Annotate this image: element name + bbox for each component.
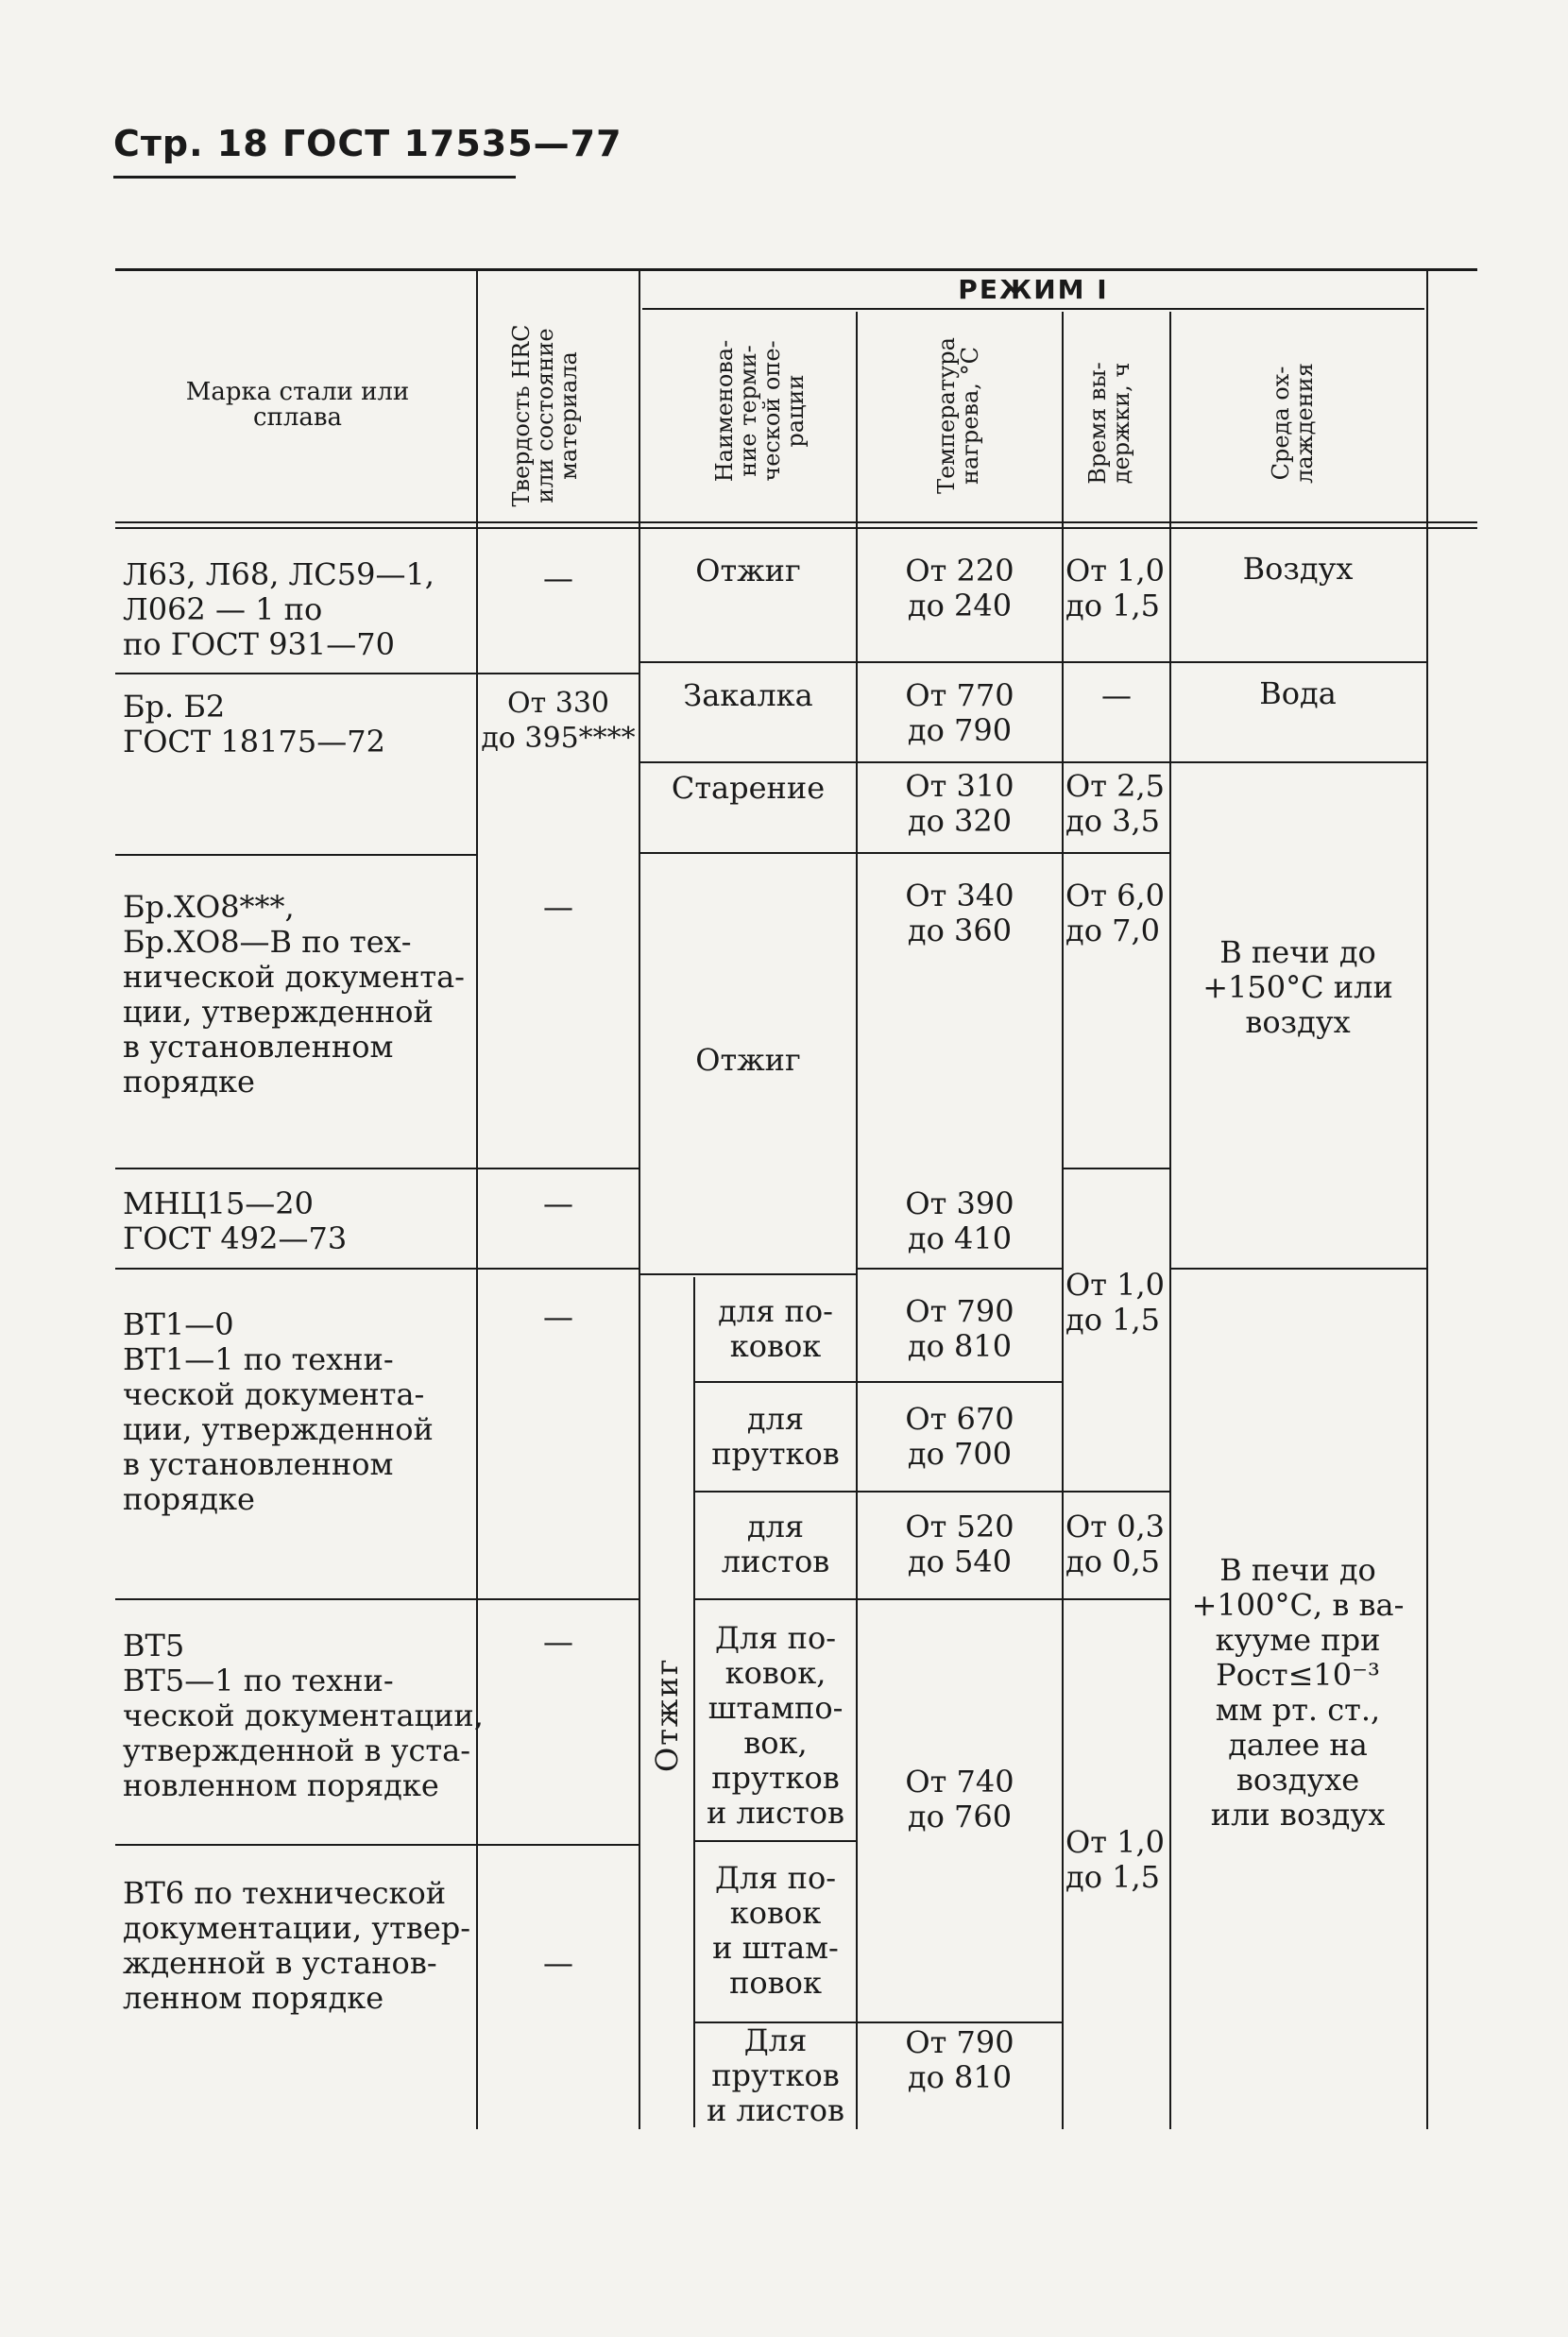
hold-time-cell: От 0,3 до 0,5	[1065, 1509, 1165, 1579]
material-cell: Л63, Л68, ЛС59—1, Л062 — 1 по по ГОСТ 931—70	[123, 556, 435, 662]
temperature-cell: От 520 до 540	[905, 1509, 1014, 1579]
cooling-cell: Воздух	[1242, 551, 1354, 587]
material-cell: ВТ5 ВТ5—1 по техни- ческой документации, утвержденной в уста- новленном порядке	[123, 1628, 484, 1803]
hold-time-cell: От 1,0 до 1,5	[1065, 1824, 1165, 1895]
header-underline	[113, 176, 516, 179]
sub-operation-cell: Для прутков и листов	[706, 2022, 845, 2128]
operation-cell: Старение	[671, 770, 826, 806]
hold-time-cell: От 6,0 до 7,0	[1065, 878, 1165, 948]
hardness-cell: От 330 до 395****	[481, 687, 636, 755]
header-material: Марка стали или сплава	[185, 378, 410, 432]
hold-time-cell: —	[1101, 677, 1132, 713]
header-mode: РЕЖИМ I	[958, 274, 1109, 305]
material-cell: ВТ6 по технической документации, утвер- жденной в установ- ленном порядке	[123, 1875, 471, 2016]
hardness-cell: —	[543, 560, 573, 596]
operation-cell: Отжиг	[695, 1042, 801, 1078]
hold-time-cell: От 1,0 до 1,5	[1065, 553, 1165, 623]
page-header: Стр. 18 ГОСТ 17535—77	[113, 123, 622, 164]
hold-time-cell: От 2,5 до 3,5	[1065, 768, 1165, 839]
sub-operation-cell: Для по- ковок и штам- повок	[712, 1860, 839, 2001]
temperature-cell: От 670 до 700	[905, 1401, 1014, 1472]
material-cell: Бр.ХО8***, Бр.ХО8—В по тех- нической документа- ции, утвержденной в установленном порядке	[123, 889, 465, 1100]
operation-cell: Отжиг	[695, 553, 801, 589]
temperature-cell: От 770 до 790	[905, 677, 1014, 748]
header-hardness: Твердость HRC или состояние материала	[508, 324, 582, 507]
hardness-cell: —	[543, 889, 573, 925]
temperature-cell: От 340 до 360	[905, 878, 1014, 948]
material-cell: МНЦ15—20 ГОСТ 492—73	[123, 1186, 348, 1256]
header-operation: Наименова- ние терми- ческой опе- рации	[711, 339, 809, 483]
cooling-cell: Вода	[1259, 675, 1337, 711]
header-cooling: Среда ох- лаждения	[1268, 363, 1318, 484]
header-temperature: Температура нагрева, °C	[933, 337, 983, 494]
header-hold-time: Время вы- держки, ч	[1084, 362, 1134, 485]
sub-operation-cell: для прутков	[711, 1401, 840, 1472]
temperature-cell: От 220 до 240	[905, 553, 1014, 623]
hardness-cell: —	[543, 1945, 573, 1981]
operation-cell: Закалка	[683, 677, 813, 713]
hardness-cell: —	[543, 1624, 573, 1660]
hardness-cell: —	[543, 1186, 573, 1221]
hold-time-cell: От 1,0 до 1,5	[1065, 1267, 1165, 1338]
material-cell: ВТ1—0 ВТ1—1 по техни- ческой документа- ции, утвержденной в установленном порядке	[123, 1306, 434, 1517]
operation-cell-rotated: Отжиг	[649, 1657, 685, 1772]
temperature-cell: От 790 до 810	[905, 1293, 1014, 1364]
temperature-cell: От 310 до 320	[905, 768, 1014, 839]
temperature-cell: От 790 до 810	[905, 2024, 1014, 2095]
sub-operation-cell: для листов	[721, 1509, 830, 1579]
temperature-cell: От 390 до 410	[905, 1186, 1014, 1256]
cooling-cell: В печи до +150°С или воздух	[1202, 934, 1393, 1040]
hardness-cell: —	[543, 1299, 573, 1335]
cooling-cell: В печи до +100°С, в ва- кууме при Pост≤10⁻³ мм рт. ст., далее на воздухе или воздух	[1191, 1552, 1405, 1833]
sub-operation-cell: Для по- ковок, штампо- вок, прутков и листов	[706, 1620, 845, 1831]
temperature-cell: От 740 до 760	[905, 1764, 1014, 1834]
material-cell: Бр. Б2 ГОСТ 18175—72	[123, 689, 385, 759]
sub-operation-cell: для по- ковок	[718, 1293, 833, 1364]
